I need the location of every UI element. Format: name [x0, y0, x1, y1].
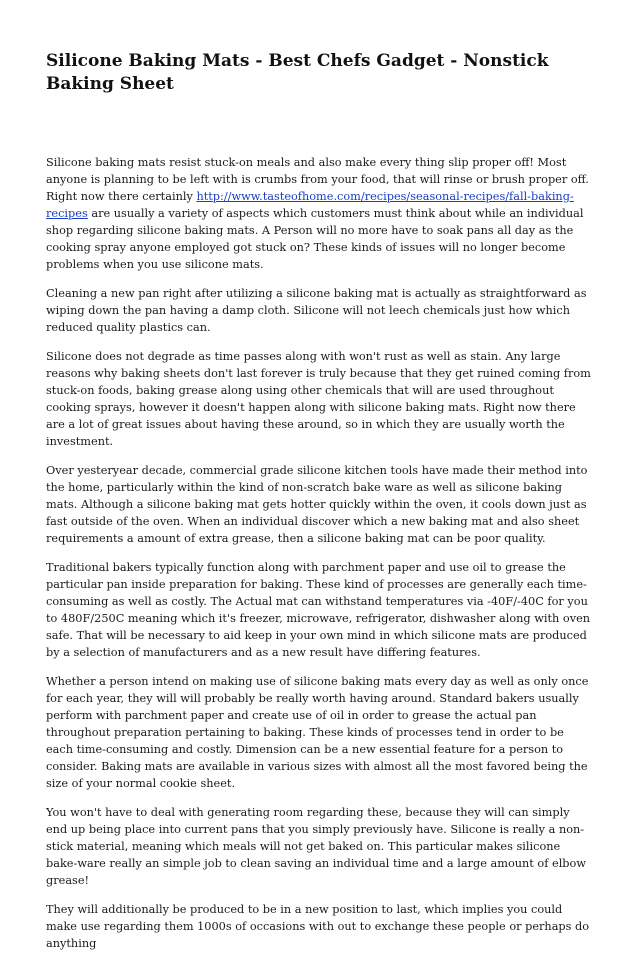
paragraph-4: Over yesteryear decade, commercial grade silicone kitchen tools have made their method into the home, particularly within the kind of non-scratch bake ware as well as silicone baking mats. Although a silicone baking mat gets hotter quickly within the oven, it cools down just as fast outside of the oven. When an individual discover which a new baking mat and also sheet requirements a amount of extra grease, then a silicone baking mat can be poor quality.: [46, 464, 588, 545]
paragraph-8: They will additionally be produced to be in a new position to last, which implies you could make use regarding them 1000s of occasions with out to exchange these people or perhaps do anything: [46, 903, 590, 950]
paragraph-7: You won't have to deal with generating room regarding these, because they will can simply end up being place into current pans that you simply previously have. Silicone is really a non-stick material, meaning which meals will not get baked on. This particular makes silicone bake-ware really an simple job to clean saving an individual time and a large amount of elbow grease!: [46, 806, 587, 887]
paragraph-1: [46, 154, 594, 273]
paragraph-6: Whether a person intend on making use of silicone baking mats every day as well as only once for each year, they will will probably be really worth having around. Standard bakers usually perform with parchment paper and create use of oil in order to grease the actual pan throughout preparation pertaining to baking. These kinds of processes tend in order to be each time-consuming and costly. Dimension can be a new essential feature for a person to consider. Baking mats are available in various sizes with almost all the most favored being the size of your normal cookie sheet.: [46, 675, 589, 790]
document-title: Silicone Baking Mats - Best Chefs Gadget - Nonstick Baking Sheet: [46, 51, 549, 94]
document-body: [46, 154, 594, 964]
paragraph-1-text-before-link: Silicone baking mats resist stuck-on meals and also make every thing slip proper off! Most anyone is planning to be left with is crumbs from your food, that will rinse or brush proper off. Right now there certainly: [46, 156, 589, 203]
paragraph-1-text-after-link: are usually a variety of aspects which customers must think about while an individual shop regarding silicone baking mats. A Person will no more have to soak pans all day as the cooking spray anyone employed got stuck on? These kinds of issues will no longer become problems when you use silicone mats.: [46, 207, 584, 271]
recipe-link[interactable]: http://www.tasteofhome.com/recipes/seasonal-recipes/fall-baking-recipes: [46, 190, 574, 220]
paragraph-3: Silicone does not degrade as time passes along with won't rust as well as stain. Any large reasons why baking sheets don't last forever is truly because that they get ruined coming from stuck-on foods, baking grease along using other chemicals that will are used throughout cooking sprays, however it doesn't happen along with silicone baking mats. Right now there are a lot of great issues about having these around, so in which they are usually worth the investment.: [46, 350, 591, 448]
paragraph-5: Traditional bakers typically function along with parchment paper and use oil to grease the particular pan inside preparation for baking. These kind of processes are generally each time-consuming as well as costly. The Actual mat can withstand temperatures via -40F/-40C for you to 480F/250C meaning which it's freezer, microwave, refrigerator, dishwasher along with oven safe. That will be necessary to aid keep in your own mind in which silicone mats are produced by a selection of manufacturers and as a new result have differing features.: [46, 561, 591, 659]
document-page: [46, 50, 594, 950]
paragraph-2: Cleaning a new pan right after utilizing a silicone baking mat is actually as straightforward as wiping down the pan having a damp cloth. Silicone will not leech chemicals just how which reduced quality plastics can.: [46, 287, 587, 334]
